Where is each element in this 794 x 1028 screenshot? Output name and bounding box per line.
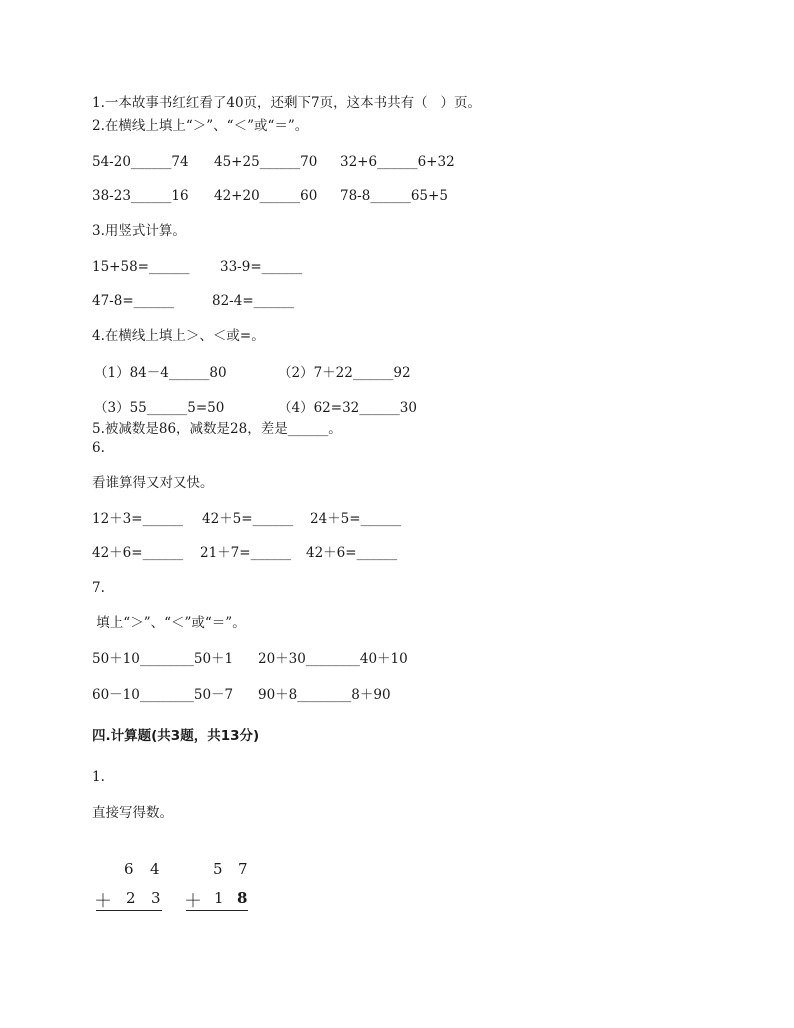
digit: 6	[124, 860, 134, 878]
section-4-heading: 四.计算题(共3题，共13分)	[92, 728, 260, 744]
q3-item: 47-8=______	[92, 293, 175, 309]
digit: 4	[150, 860, 160, 878]
q2-item: 45+25______70	[214, 154, 318, 170]
sum-line	[96, 910, 162, 911]
digit: 1	[214, 889, 224, 907]
question-7-number: 7.	[92, 580, 105, 596]
question-6-number: 6.	[92, 440, 105, 456]
q6-item: 24＋5=______	[310, 511, 402, 527]
q7-item: 60－10________50－7	[92, 687, 234, 703]
digit: 2	[126, 889, 136, 907]
q2-item: 54-20______74	[92, 154, 189, 170]
question-5: 5.被减数是86，减数是28，差是______。	[92, 421, 342, 437]
q7-item: 20＋30________40＋10	[258, 651, 408, 667]
q6-item: 12＋3=______	[92, 511, 184, 527]
question-1: 1.一本故事书红红看了40页，还剩下7页，这本书共有（ ）页。	[92, 95, 482, 111]
q6-item: 21＋7=______	[200, 545, 292, 561]
q3-item: 82-4=______	[212, 293, 295, 309]
plus-sign: ＋	[184, 891, 202, 912]
section-4-q1-number: 1.	[92, 769, 105, 785]
q2-item: 38-23______16	[92, 188, 189, 204]
question-7-title: 填上“＞”、“＜”或“＝”。	[92, 615, 246, 631]
question-4-title: 4.在横线上填上＞、＜或=。	[92, 328, 265, 344]
plus-sign: ＋	[94, 891, 112, 912]
q7-item: 90＋8________8＋90	[258, 687, 391, 703]
q3-item: 33-9=______	[220, 259, 303, 275]
q4-item: （3）55______5=50	[94, 400, 225, 416]
q7-item: 50＋10________50＋1	[92, 651, 234, 667]
q6-item: 42＋5=______	[202, 511, 294, 527]
digit: 3	[151, 889, 161, 907]
q4-item: （1）84－4______80	[94, 365, 227, 381]
q2-item: 32+6______6+32	[340, 154, 455, 170]
question-2-title: 2.在横线上填上“＞”、“＜”或“＝”。	[92, 118, 309, 134]
question-6-title: 看谁算得又对又快。	[92, 475, 214, 491]
section-4-q1-title: 直接写得数。	[92, 805, 173, 821]
digit: 8	[237, 889, 248, 907]
q6-item: 42＋6=______	[92, 545, 184, 561]
q4-item: （4）62=32______30	[278, 400, 417, 416]
digit: 7	[238, 860, 248, 878]
sum-line	[186, 910, 248, 911]
digit: 5	[213, 860, 223, 878]
q4-item: （2）7＋22______92	[278, 365, 411, 381]
question-3-title: 3.用竖式计算。	[92, 223, 186, 239]
q3-item: 15+58=______	[92, 259, 190, 275]
q6-item: 42＋6=______	[306, 545, 398, 561]
q2-item: 42+20______60	[214, 188, 318, 204]
q2-item: 78-8______65+5	[340, 188, 448, 204]
